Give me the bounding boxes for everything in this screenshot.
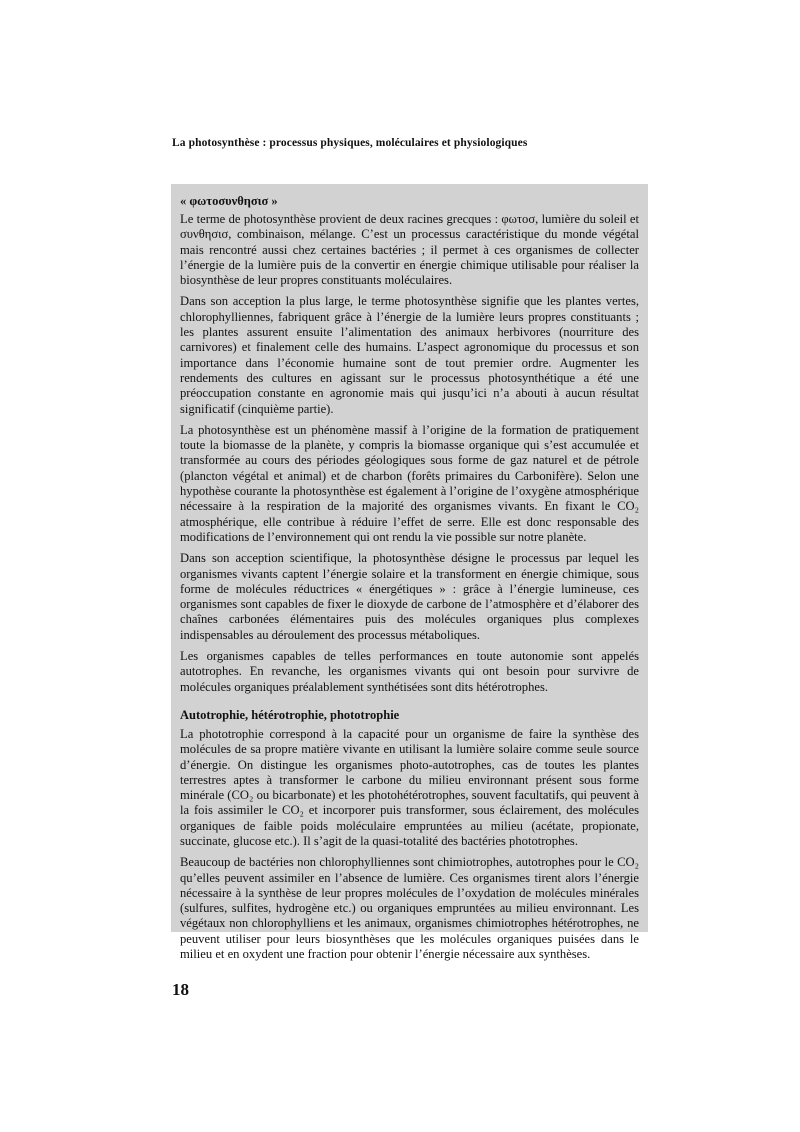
paragraph: La photosynthèse est un phénomène massif à l’origine de la formation de pratiquement toute la biomasse de la planète, y compris la biomasse organique qui s’est accumulée et transformée au cours des périodes géologiques sous forme de gaz naturel et de pétrole (plancton végétal et animal) et de charbon (forêts primaires du Carbonifère). Selon une hypothèse courante la photosynthèse est également à l’origine de l’oxygène atmosphérique nécessaire à la respiration de la majorité des organismes vivants. En fixant le CO₂ atmosphérique, elle contribue à réduire l’effet de serre. Elle est donc responsable des modifications de l’environnement qui ont rendu la vie possible sur notre planète. bbox=[180, 422, 639, 544]
paragraph: Dans son acception la plus large, le terme photosynthèse signifie que les plantes vertes, chlorophylliennes, fabriquent grâce à l’énergie de la lumière leurs propres constituants ; les plantes assurent ensuite l’alimentation des animaux herbivores (nourriture des carnivores) et finalement celle des humains. L’aspect agronomique du processus et son importance dans l’économie humaine sont de tout premier ordre. Augmenter les rendements des cultures en agissant sur le processus photosynthétique a été une préoccupation constante en agronomie mais qui jusqu’ici n’a abouti à aucun résultat significatif (cinquième partie). bbox=[180, 294, 639, 416]
paragraph: Dans son acception scientifique, la photosynthèse désigne le processus par lequel les organismes vivants captent l’énergie solaire et la transforment en énergie chimique, sous forme de molécules réductrices « énergétiques » : grâce à l’énergie lumineuse, ces organismes sont capables de fixer le dioxyde de carbone de l’atmosphère et d’élaborer des chaînes carbonées élémentaires puis des molécules organiques plus complexes indispensables au déroulement des processus métaboliques. bbox=[180, 551, 639, 642]
box-title: « φωτοσυνθησισ » bbox=[180, 194, 278, 208]
paragraph: Beaucoup de bactéries non chlorophylliennes sont chimiotrophes, autotrophes pour le CO₂ qu’elles peuvent assimiler en l’absence de lumière. Ces organismes tirent alors l’énergie nécessaire à la synthèse de leur propres molécules de l’oxydation de molécules minérales (sulfures, sulfites, hydrogène etc.) ou organiques empruntées au milieu environnant. Les végétaux non chlorophylliens et les animaux, organismes chimiotrophes hétérotrophes, ne peuvent utiliser pour leurs biosynthèses que les molécules organiques puisées dans le milieu et en oxydent une fraction pour obtenir l’énergie nécessaire aux synthèses. bbox=[180, 855, 639, 962]
section-title: Autotrophie, hétérotrophie, phototrophie bbox=[180, 707, 400, 722]
paragraph: Les organismes capables de telles performances en toute autonomie sont appelés autotrophes. En revanche, les organismes vivants qui ont besoin pour survivre de molécules organiques préalablement synthétisées sont dits hétérotrophes. bbox=[180, 649, 639, 694]
paragraph: Le terme de photosynthèse provient de deux racines grecques : φωτοσ, lumière du soleil et συνθησισ, combinaison, mélange. C’est un processus caractéristique du monde végétal mais rencontré aussi chez certaines bactéries ; il permet à ces organismes de collecter l’énergie de la lumière puis de la convertir en énergie chimique utilisable pour réaliser la biosynthèse de leur propres constituants moléculaires. bbox=[180, 212, 639, 288]
running-title: La photosynthèse : processus physiques, moléculaires et physiologiques bbox=[172, 137, 528, 149]
text-box bbox=[171, 184, 648, 962]
paragraph: La phototrophie correspond à la capacité pour un organisme de faire la synthèse des molécules de sa propre matière vivante en utilisant la lumière solaire comme seule source d’énergie. On distingue les organismes photo-autotrophes, cas de toutes les plantes terrestres aptes à transformer le carbone du milieu environnant présent sous forme minérale (CO₂ ou bicarbonate) et les photohétérotrophes, souvent facultatifs, qui peuvent à la fois assimiler le CO₂ et incorporer puis transformer, sous éclairement, des molécules organiques de faible poids moléculaire empruntées au milieu (acétate, propionate, succinate, glucose etc.). Il s’agit de la quasi-totalité des bactéries phototrophes. bbox=[180, 726, 639, 848]
page-number: 18 bbox=[172, 980, 189, 999]
